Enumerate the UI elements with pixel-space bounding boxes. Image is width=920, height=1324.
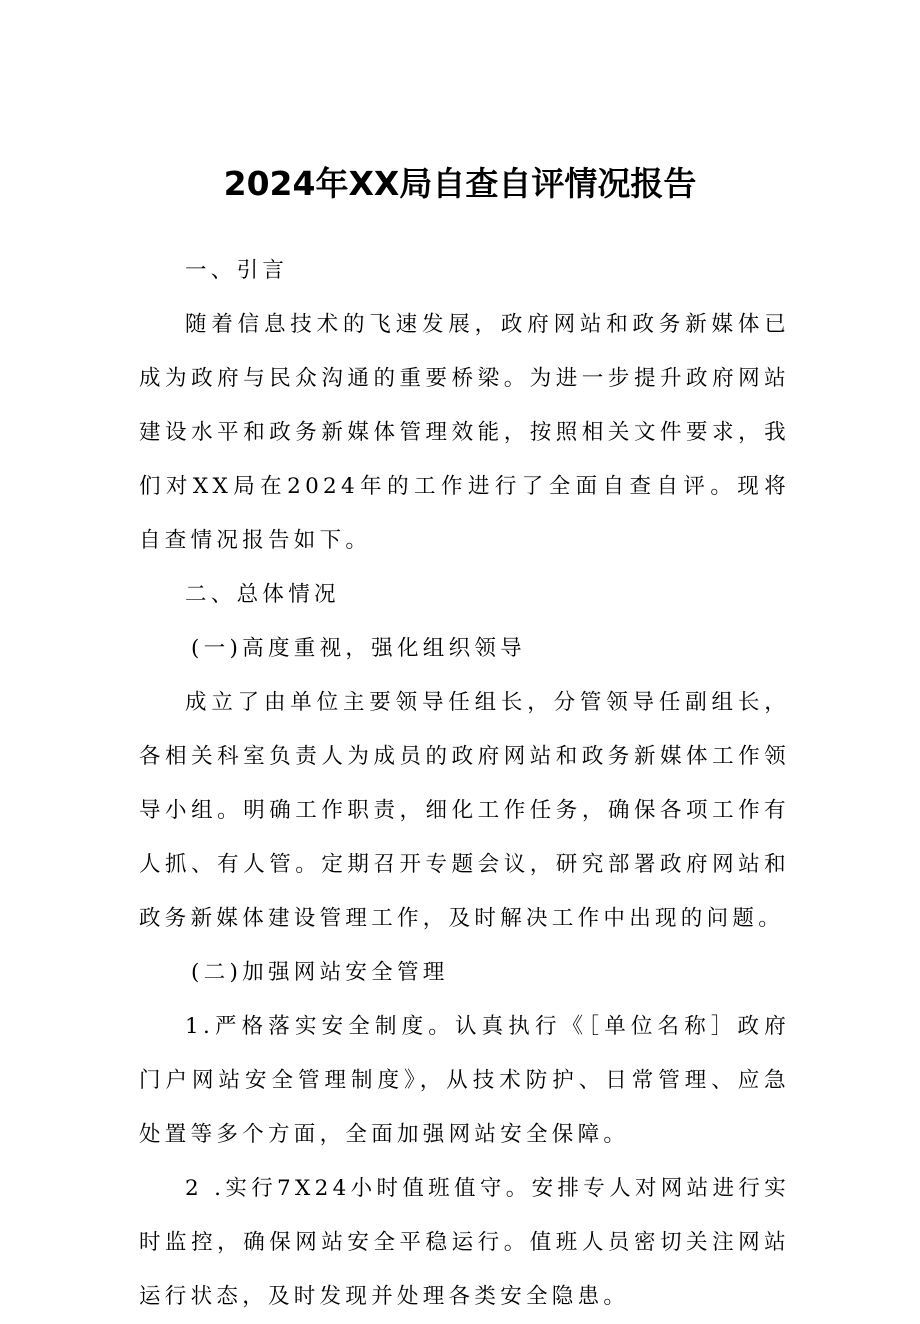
paragraph-security-item-1: 1.严格落实安全制度。认真执行《［单位名称］政府门户网站安全管理制度》，从技术防护、日常管理、应急处置等多个方面，全面加强网站安全保障。 <box>139 1014 790 1147</box>
document-body <box>139 244 790 1324</box>
paragraph-introduction: 随着信息技术的飞速发展，政府网站和政务新媒体已成为政府与民众沟通的重要桥梁。为进一步提升政府网站建设水平和政务新媒体管理效能，按照相关文件要求，我们对XX局在2024年的工作进行了全面自查自评。现将自查情况报告如下。 <box>139 312 790 553</box>
subsection-heading-security: (二)加强网站安全管理 <box>191 960 449 985</box>
paragraph-leadership: 成立了由单位主要领导任组长，分管领导任副组长，各相关科室负责人为成员的政府网站和政务新媒体工作领导小组。明确工作职责，细化工作任务，确保各项工作有人抓、有人管。定期召开专题会议，研究部署政府网站和政务新媒体建设管理工作，及时解决工作中出现的问题。 <box>139 690 790 931</box>
subsection-heading-leadership: (一)高度重视，强化组织领导 <box>191 636 526 661</box>
section-heading-introduction: 一、引言 <box>185 258 289 283</box>
paragraph-security-item-2: 2 .实行7X24小时值班值守。安排专人对网站进行实时监控，确保网站安全平稳运行。值班人员密切关注网站运行状态，及时发现并处理各类安全隐患。 <box>139 1176 790 1309</box>
document-title: 2024年XX局自查自评情况报告 <box>223 164 697 203</box>
section-heading-overview: 二、总体情况 <box>185 582 340 607</box>
